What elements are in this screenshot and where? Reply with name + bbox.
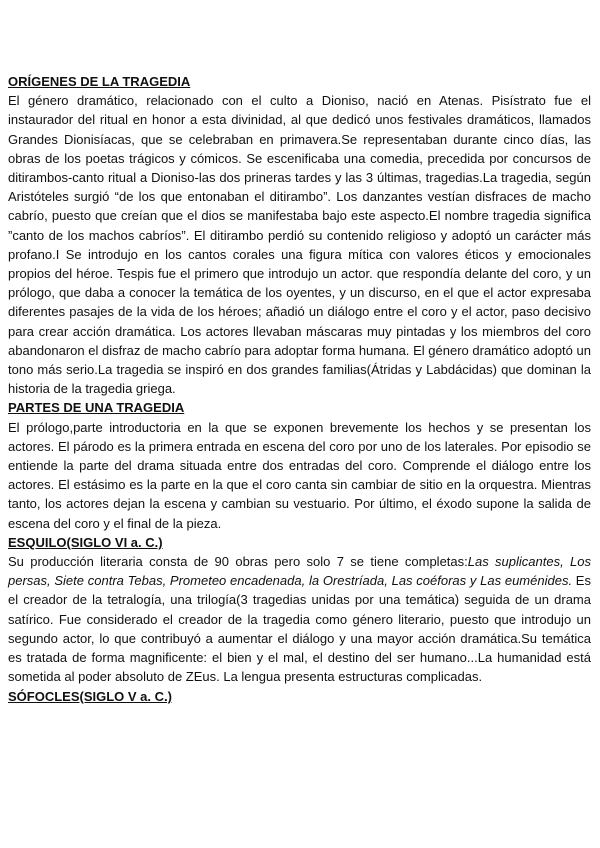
esquilo-rest-text: Es el creador de la tetralogía, una trilogía(3 tragedias unidas por una temática) seguida de un drama satírico. Fue considerado el creador de la tragedia como género literario, puesto que introdujo un segundo actor, lo que contribuyó a aumentar el diálogo y una mayor acción dramática.Su temática es tratada de forma magnificente: el bien y el mal, el destino del ser humano...La humanidad está sometida al poder absoluto de ZEus. La lengua presenta estructuras complicadas. — [8, 573, 591, 685]
esquilo-intro-text: Su producción literaria consta de 90 obras pero solo 7 se tiene completas: — [8, 554, 468, 570]
paragraph-origenes: El género dramático, relacionado con el culto a Dioniso, nació en Atenas. Pisístrato fue el instaurador del ritual en honor a esta divinidad, al que dedicó unos festivales dramáticos, llamados Grandes Dionisíacas, que se celebraban en primavera.Se representaban durante cinco días, las obras de los poetas trágicos y cómicos. Se escenificaba una comedia, precedida por concursos de ditirambos-canto ritual a Dioniso-las dos prineras tardes y las 3 últimas, tragedias.La tragedia, según Aristóteles surgió “de los que entonaban el ditirambo”. Los danzantes vestían disfraces de macho cabrío, puesto que creían que el dios se manifestaba bajo este aspecto.El nombre tragedia significa ”canto de los machos cabríos”. El ditirambo perdió su contenido religioso y adoptó un carácter más profano.I Se introdujo en los cantos corales una figura mítica con valores éticos y emocionales propios del héroe. Tespis fue el primero que introdujo un actor. que respondía delante del coro, y un prólogo, que daba a conocer la temática de los oyentes, y un discurso, en el que el actor expresaba diferentes pasajes de la vida de los héroes; añadió un diálogo entre el coro y el actor, paso decisivo para crear acción dramática. Los actores llevaban máscaras muy pintadas y los miembros del coro abandonaron el disfraz de macho cabrío para adoptar forma humana. El género dramático adoptó un tono más serio.La tragedia se inspiró en dos grandes familias(Átridas y Labdácidas) que dominan la historia de la tragedia griega. — [8, 93, 591, 397]
paragraph-partes: El prólogo,parte introductoria en la que se exponen brevemente los hechos y se presentan los actores. El párodo es la primera entrada en escena del coro por uno de los laterales. Por episodio se entiende la parte del drama situada entre dos entradas del coro. Comprende el diálogo entre los actores. El estásimo es la parte en la que el coro canta sin cambiar de sitio en la orquestra. Mientras tanto, los actores dejan la escena y cambian su vestuario. Por último, el éxodo supone la salida de escena del coro y el final de la pieza. — [8, 419, 591, 531]
heading-partes: PARTES DE UNA TRAGEDIA — [8, 400, 185, 416]
esquilo-works-list: Las suplicantes, Los persas, Siete contra Tebas, Prometeo encadenada, la Orestríada, Las coéforas y Las euménides. — [8, 554, 591, 589]
document-body — [8, 72, 591, 706]
heading-origenes: ORÍGENES DE LA TRAGEDIA — [8, 74, 191, 89]
paragraph-esquilo — [8, 552, 591, 686]
heading-esquilo: ESQUILO(SIGLO VI a. C.) — [8, 534, 163, 550]
heading-sofocles: SÓFOCLES(SIGLO V a. C.) — [8, 688, 172, 704]
